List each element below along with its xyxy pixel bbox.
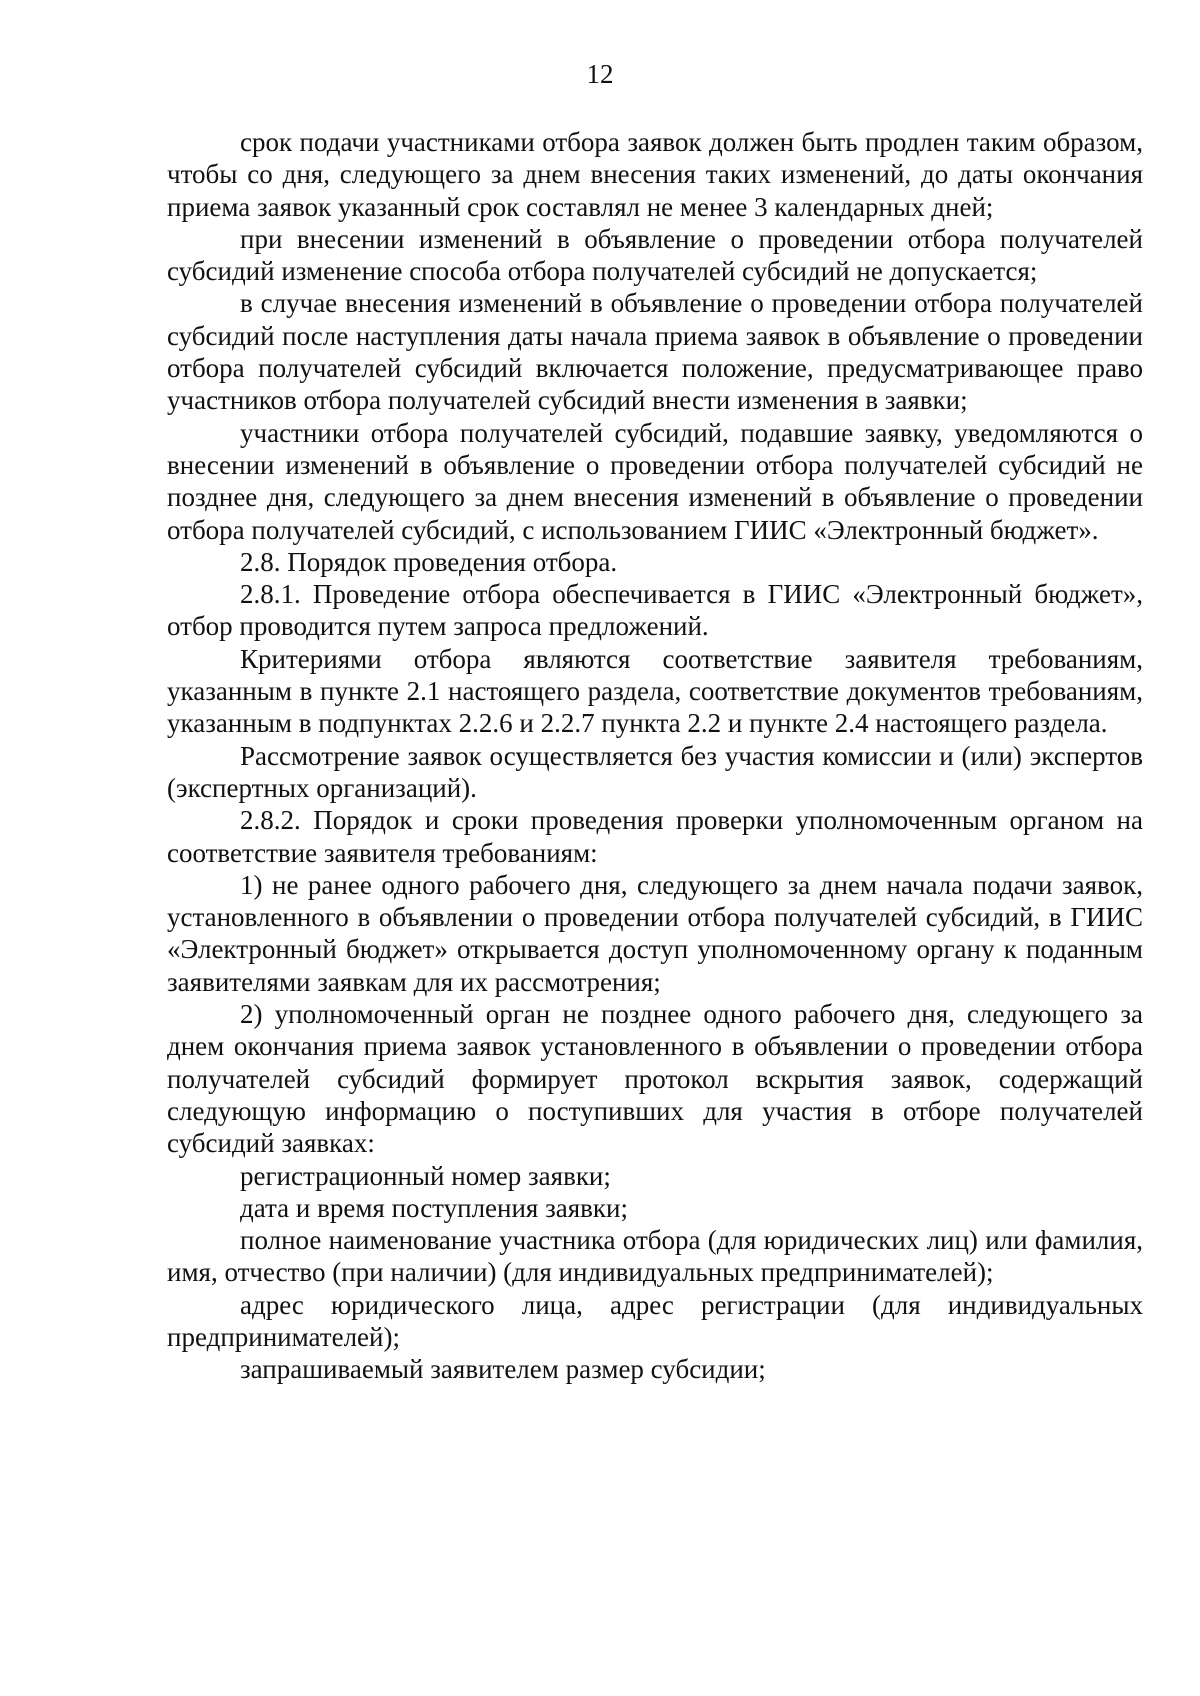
section-heading: 2.8. Порядок проведения отбора. [240,546,618,577]
paragraph: 1) не ранее одного рабочего дня, следующего за днем начала подачи заявок, установленного в объявлении о проведении отбора получателей субсидий, в ГИИС «Электронный бюджет» открывается доступ уполномоченному органу к поданным заявителями заявкам для их рассмотрения; [167,869,1143,997]
paragraph: Критериями отбора являются соответствие заявителя требованиям, указанным в пункте 2.1 настоящего раздела, соответствие документов требованиям, указанным в подпунктах 2.2.6 и 2.2.7 пункта 2.2 и пункте 2.4 настоящего раздела. [167,643,1143,739]
paragraph: 2.8.1. Проведение отбора обеспечивается в ГИИС «Электронный бюджет», отбор проводится путем запроса предложений. [167,579,1143,642]
list-item: запрашиваемый заявителем размер субсидии; [240,1354,766,1385]
document-body [167,126,1143,1386]
paragraph: 2) уполномоченный орган не позднее одного рабочего дня, следующего за днем окончания приема заявок установленного в объявлении о проведении отбора получателей субсидий формирует протокол вскрытия заявок, содержащий следующую информацию о поступивших для участия в отборе получателей субсидий заявках: [167,999,1143,1159]
list-item: полное наименование участника отбора (для юридических лиц) или фамилия, имя, отчество (при наличии) (для индивидуальных предпринимателей); [167,1225,1143,1288]
paragraph: участники отбора получателей субсидий, подавшие заявку, уведомляются о внесении изменений в объявление о проведении отбора получателей субсидий не позднее дня, следующего за днем внесения изменений в объявление о проведении отбора получателей субсидий, с использованием ГИИС «Электронный бюджет». [167,417,1143,545]
list-item: регистрационный номер заявки; [240,1160,611,1191]
paragraph: срок подачи участниками отбора заявок должен быть продлен таким образом, чтобы со дня, следующего за днем внесения таких изменений, до даты окончания приема заявок указанный срок составлял не менее 3 календарных дней; [167,127,1143,222]
paragraph: Рассмотрение заявок осуществляется без участия комиссии и (или) экспертов (экспертных организаций). [167,740,1143,803]
list-item: дата и время поступления заявки; [240,1192,628,1223]
paragraph: при внесении изменений в объявление о проведении отбора получателей субсидий изменение способа отбора получателей субсидий не допускается; [167,223,1143,287]
paragraph: 2.8.2. Порядок и сроки проведения проверки уполномоченным органом на соответствие заявителя требованиям: [167,805,1143,868]
paragraph: в случае внесения изменений в объявление о проведении отбора получателей субсидий после наступления даты начала приема заявок в объявление о проведении отбора получателей субсидий включается положение, предусматривающее право участников отбора получателей субсидий внести изменения в заявки; [167,288,1143,416]
list-item: адрес юридического лица, адрес регистрации (для индивидуальных предпринимателей); [167,1289,1143,1352]
page-number: 12 [586,59,614,89]
